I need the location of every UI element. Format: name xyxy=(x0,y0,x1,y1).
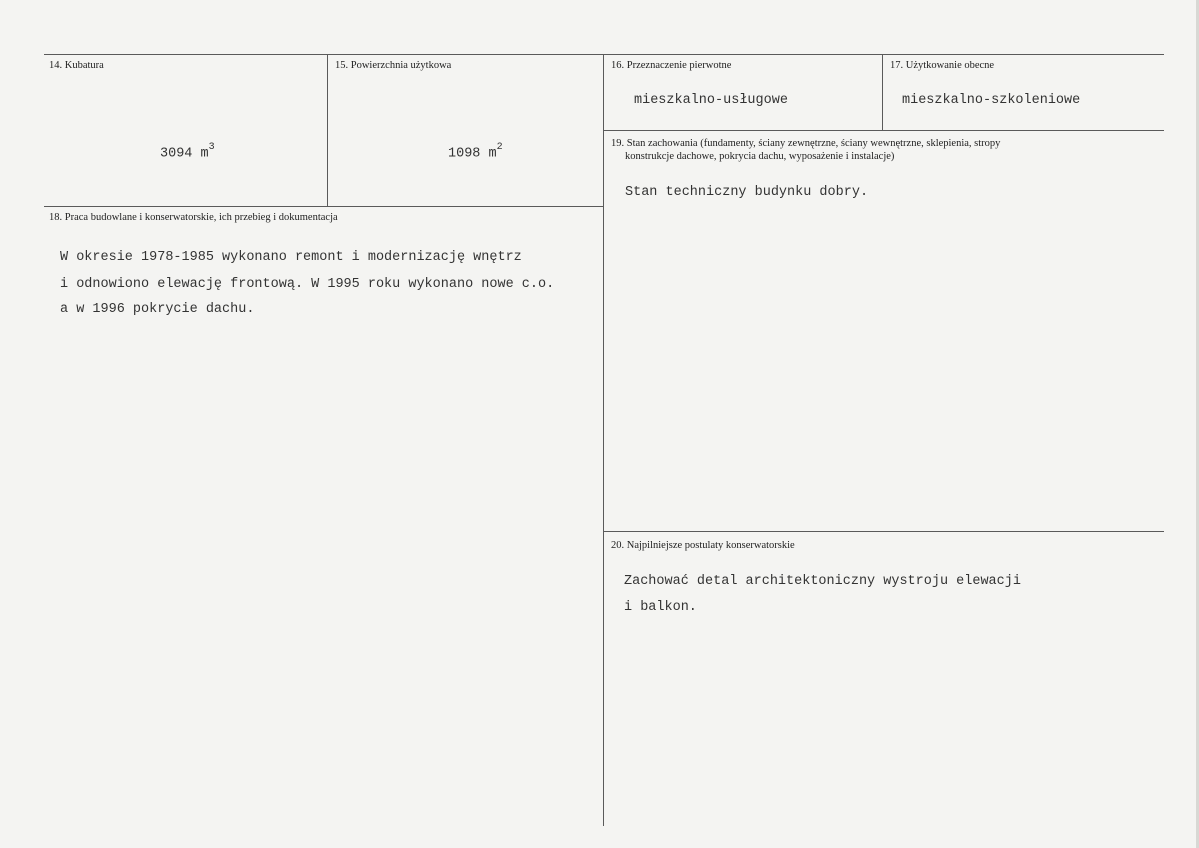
divider-15-16 xyxy=(603,54,604,826)
divider-14-15 xyxy=(327,54,328,206)
rule-below-16-17 xyxy=(603,130,1164,131)
field-19-label-line2: konstrukcje dachowe, pokrycia dachu, wyposażenie i instalacje) xyxy=(625,151,895,162)
field-15-label: 15. Powierzchnia użytkowa xyxy=(335,60,452,71)
divider-16-17 xyxy=(882,54,883,130)
field-14-label: 14. Kubatura xyxy=(49,60,104,71)
area-text: 1098 m xyxy=(448,146,497,162)
volume-text: 3094 m xyxy=(160,146,209,162)
field-20-line-2: i balkon. xyxy=(624,600,697,615)
rule-above-20 xyxy=(603,531,1164,532)
field-18-line-3: a w 1996 pokrycie dachu. xyxy=(60,302,255,317)
field-18-label: 18. Praca budowlane i konserwatorskie, ich przebieg i dokumentacja xyxy=(49,212,338,223)
field-17-label: 17. Użytkowanie obecne xyxy=(890,60,995,71)
top-rule xyxy=(44,54,1164,55)
field-19-value: Stan techniczny budynku dobry. xyxy=(625,185,869,200)
field-20-line-1: Zachować detal architektoniczny wystroju elewacji xyxy=(624,574,1021,589)
field-16-value: mieszkalno-usługowe xyxy=(634,93,788,108)
field-19-label-line1: 19. Stan zachowania (fundamenty, ściany zewnętrzne, ściany wewnętrzne, sklepienia, stropy xyxy=(611,138,1001,149)
field-16-label: 16. Przeznaczenie pierwotne xyxy=(611,60,732,71)
field-15-value xyxy=(448,138,503,167)
volume-exponent: 3 xyxy=(208,142,215,153)
field-18-line-1: W okresie 1978-1985 wykonano remont i modernizację wnętrz xyxy=(60,250,522,265)
field-20-label: 20. Najpilniejsze postulaty konserwatorskie xyxy=(611,540,795,551)
field-17-value: mieszkalno-szkoleniowe xyxy=(902,93,1081,108)
field-14-value xyxy=(160,138,215,167)
rule-below-14-15 xyxy=(44,206,604,207)
field-18-line-2: i odnowiono elewację frontową. W 1995 roku wykonano nowe c.o. xyxy=(60,277,555,292)
area-exponent: 2 xyxy=(496,142,503,153)
